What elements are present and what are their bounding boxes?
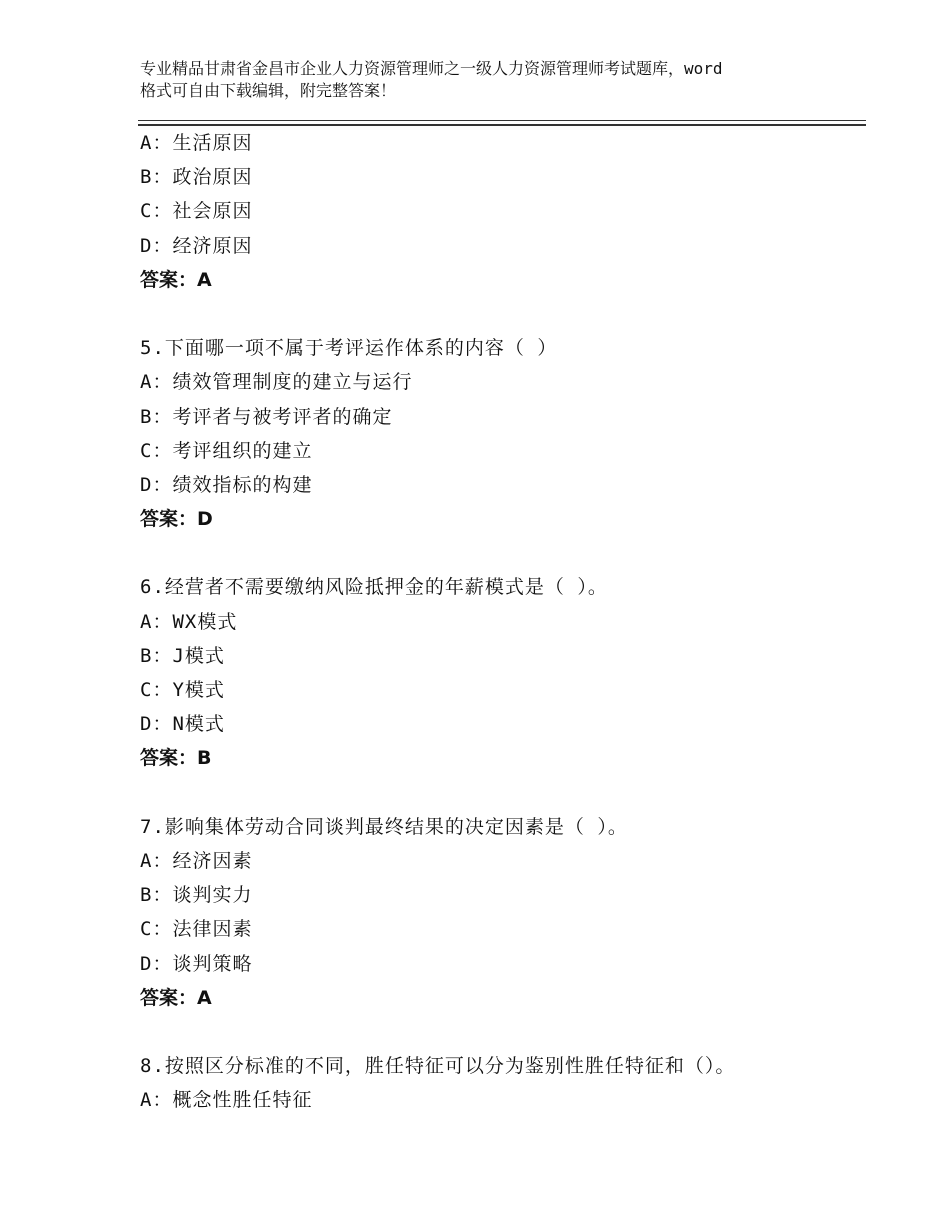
header-line-2: 格式可自由下载编辑，附完整答案！ — [140, 81, 397, 100]
spacer — [140, 776, 870, 810]
document-header — [140, 58, 840, 102]
spacer — [140, 536, 870, 570]
question-text: 8.按照区分标准的不同，胜任特征可以分为鉴别性胜任特征和（）。 — [140, 1055, 736, 1078]
header-rule-thin — [138, 120, 866, 121]
option-a: A：经济因素 — [140, 849, 253, 872]
option-d: D：经济原因 — [140, 234, 253, 257]
option-a: A：WX模式 — [140, 610, 238, 633]
option-b: B：谈判实力 — [140, 884, 253, 907]
option-c: C：社会原因 — [140, 200, 253, 223]
option-c: C：法律因素 — [140, 918, 253, 941]
answer-line: 答案：D — [140, 508, 213, 531]
question-block-7 — [140, 810, 870, 1015]
option-b: B：政治原因 — [140, 166, 253, 189]
spacer — [140, 297, 870, 331]
answer-line: 答案：B — [140, 747, 212, 770]
option-c: C：考评组织的建立 — [140, 439, 313, 462]
option-a: A：概念性胜任特征 — [140, 1089, 313, 1112]
question-text: 7.影响集体劳动合同谈判最终结果的决定因素是（ ）。 — [140, 815, 628, 838]
question-block-6 — [140, 570, 870, 775]
question-block-4 — [140, 126, 870, 297]
answer-line: 答案：A — [140, 268, 212, 291]
question-list — [140, 126, 870, 1117]
option-b: B：考评者与被考评者的确定 — [140, 405, 393, 428]
option-d: D：谈判策略 — [140, 952, 253, 975]
question-text: 5.下面哪一项不属于考评运作体系的内容（ ） — [140, 337, 558, 360]
option-a: A：绩效管理制度的建立与运行 — [140, 371, 413, 394]
option-b: B：J模式 — [140, 644, 225, 667]
spacer — [140, 1015, 870, 1049]
header-line-1: 专业精品甘肃省金昌市企业人力资源管理师之一级人力资源管理师考试题库，word — [140, 59, 723, 78]
option-d: D：N模式 — [140, 713, 225, 736]
answer-line: 答案：A — [140, 986, 212, 1009]
question-text: 6.经营者不需要缴纳风险抵押金的年薪模式是（ ）。 — [140, 576, 608, 599]
option-c: C：Y模式 — [140, 679, 225, 701]
question-block-5 — [140, 331, 870, 536]
option-d: D：绩效指标的构建 — [140, 473, 313, 496]
option-a: A：生活原因 — [140, 132, 253, 154]
question-block-8 — [140, 1049, 870, 1117]
